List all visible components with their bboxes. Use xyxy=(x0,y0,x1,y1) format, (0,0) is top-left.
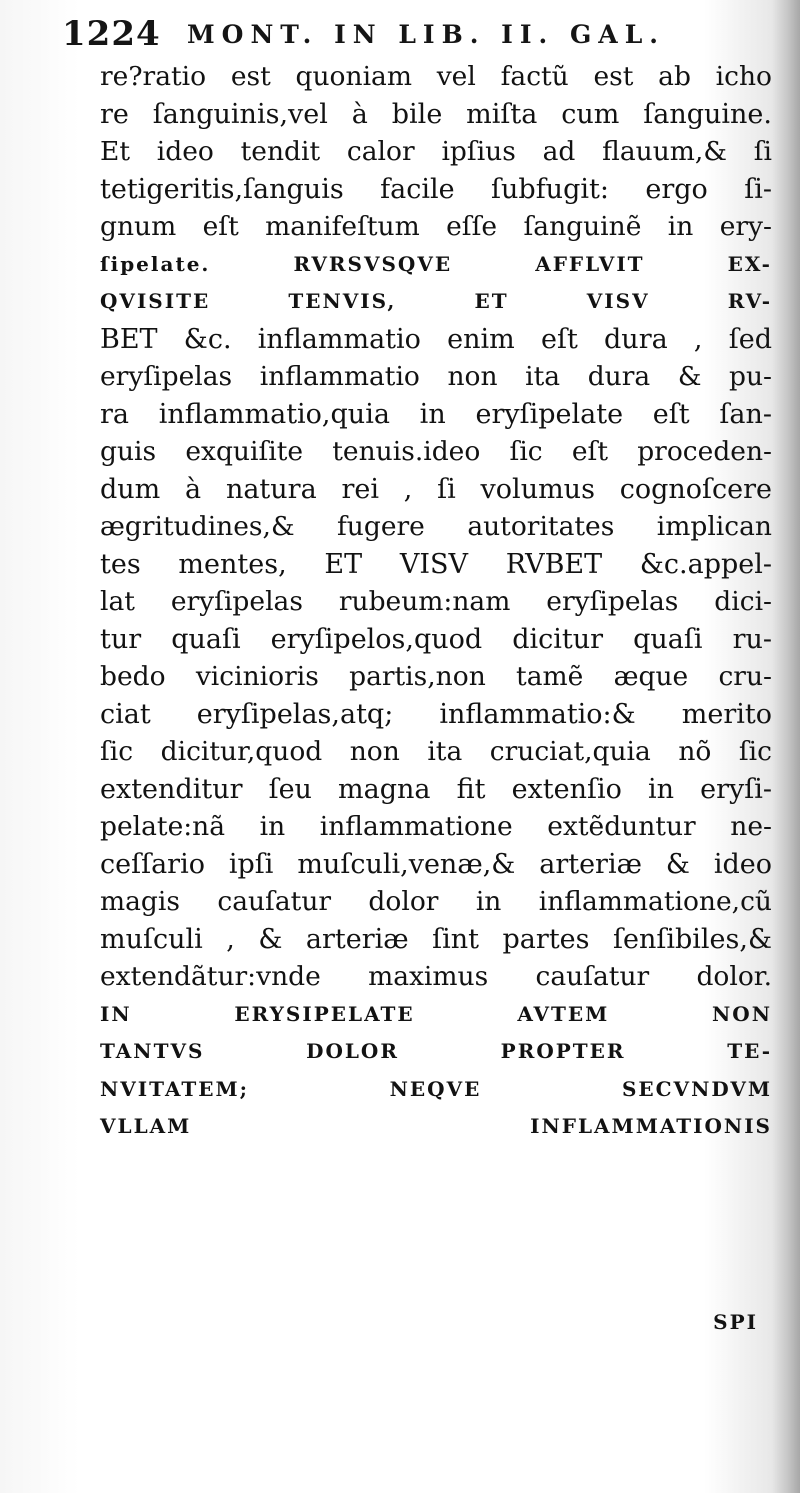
text-line: ra inflammatio,quia in eryſipelate eſt ſan- xyxy=(100,398,772,430)
text-line: ſipelate. RVRSVSQVE AFFLVIT EX- xyxy=(100,251,772,276)
text-line: dum à natura rei , ſi volumus cognoſcere xyxy=(100,473,772,505)
text-line: QVISITE TENVIS, ET VISV RV- xyxy=(100,289,772,313)
text-line: VLLAM INFLAMMATIONIS xyxy=(100,1114,772,1138)
text-line: lat eryſipelas rubeum:nam eryſipelas dici- xyxy=(100,586,772,617)
text-line: tetigeritis,ſanguis facile ſubfugit: ergo ſi- xyxy=(100,173,772,205)
text-line: BET &c. inflammatio enim eſt dura , ſed xyxy=(100,323,772,355)
text-line: tes mentes, ET VISV RVBET &c.appel- xyxy=(100,548,772,580)
catchword: SPI xyxy=(713,1310,758,1334)
text-line: extenditur ſeu magna fit extenſio in eryſi- xyxy=(100,773,772,805)
text-line: TANTVS DOLOR PROPTER TE- xyxy=(100,1039,772,1063)
running-head: MONT. IN LIB. II. GAL. xyxy=(187,20,665,49)
text-line: ſic dicitur,quod non ita cruciat,quia nõ ſic xyxy=(100,736,772,767)
text-line: pelate:nã in inflammatione extẽduntur ne- xyxy=(100,811,772,842)
page-edge-shadow xyxy=(772,0,800,1493)
text-line: guis exquiſite tenuis.ideo ſic eſt proceden- xyxy=(100,436,772,467)
text-line: ceſſario ipſi muſculi,venæ,& arteriæ & ideo xyxy=(100,848,772,880)
text-line: extendãtur:vnde maximus cauſatur dolor. xyxy=(100,961,772,992)
text-line: bedo vicinioris partis,non tamẽ æque cru- xyxy=(100,661,772,692)
text-line: IN ERYSIPELATE AVTEM NON xyxy=(100,1001,772,1026)
body-text xyxy=(100,58,772,1146)
text-line: muſculi , & arteriæ ſint partes ſenſibiles,& xyxy=(100,923,772,955)
page-header xyxy=(62,10,762,56)
text-line: magis cauſatur dolor in inflammatione,cũ xyxy=(100,886,772,917)
text-line: ciat eryſipelas,atq; inflammatio:& merito xyxy=(100,698,772,730)
text-line: eryſipelas inflammatio non ita dura & pu- xyxy=(100,361,772,392)
text-line: re?ratio est quoniam vel factũ est ab icho xyxy=(100,61,772,92)
text-line: NVITATEM; NEQVE SECVNDVM xyxy=(100,1076,772,1101)
text-line: ægritudines,& fugere autoritates implican xyxy=(100,511,772,542)
text-line: tur quaſi eryſipelos,quod dicitur quaſi ru- xyxy=(100,623,772,655)
text-line: Et ideo tendit calor ipſius ad flauum,& ſi xyxy=(100,136,772,167)
text-line: re ſanguinis,vel à bile miſta cum ſanguine. xyxy=(100,98,772,130)
text-line: gnum eſt manifeſtum eſſe ſanguinẽ in ery- xyxy=(100,211,772,242)
page-number: 1224 xyxy=(62,14,161,54)
